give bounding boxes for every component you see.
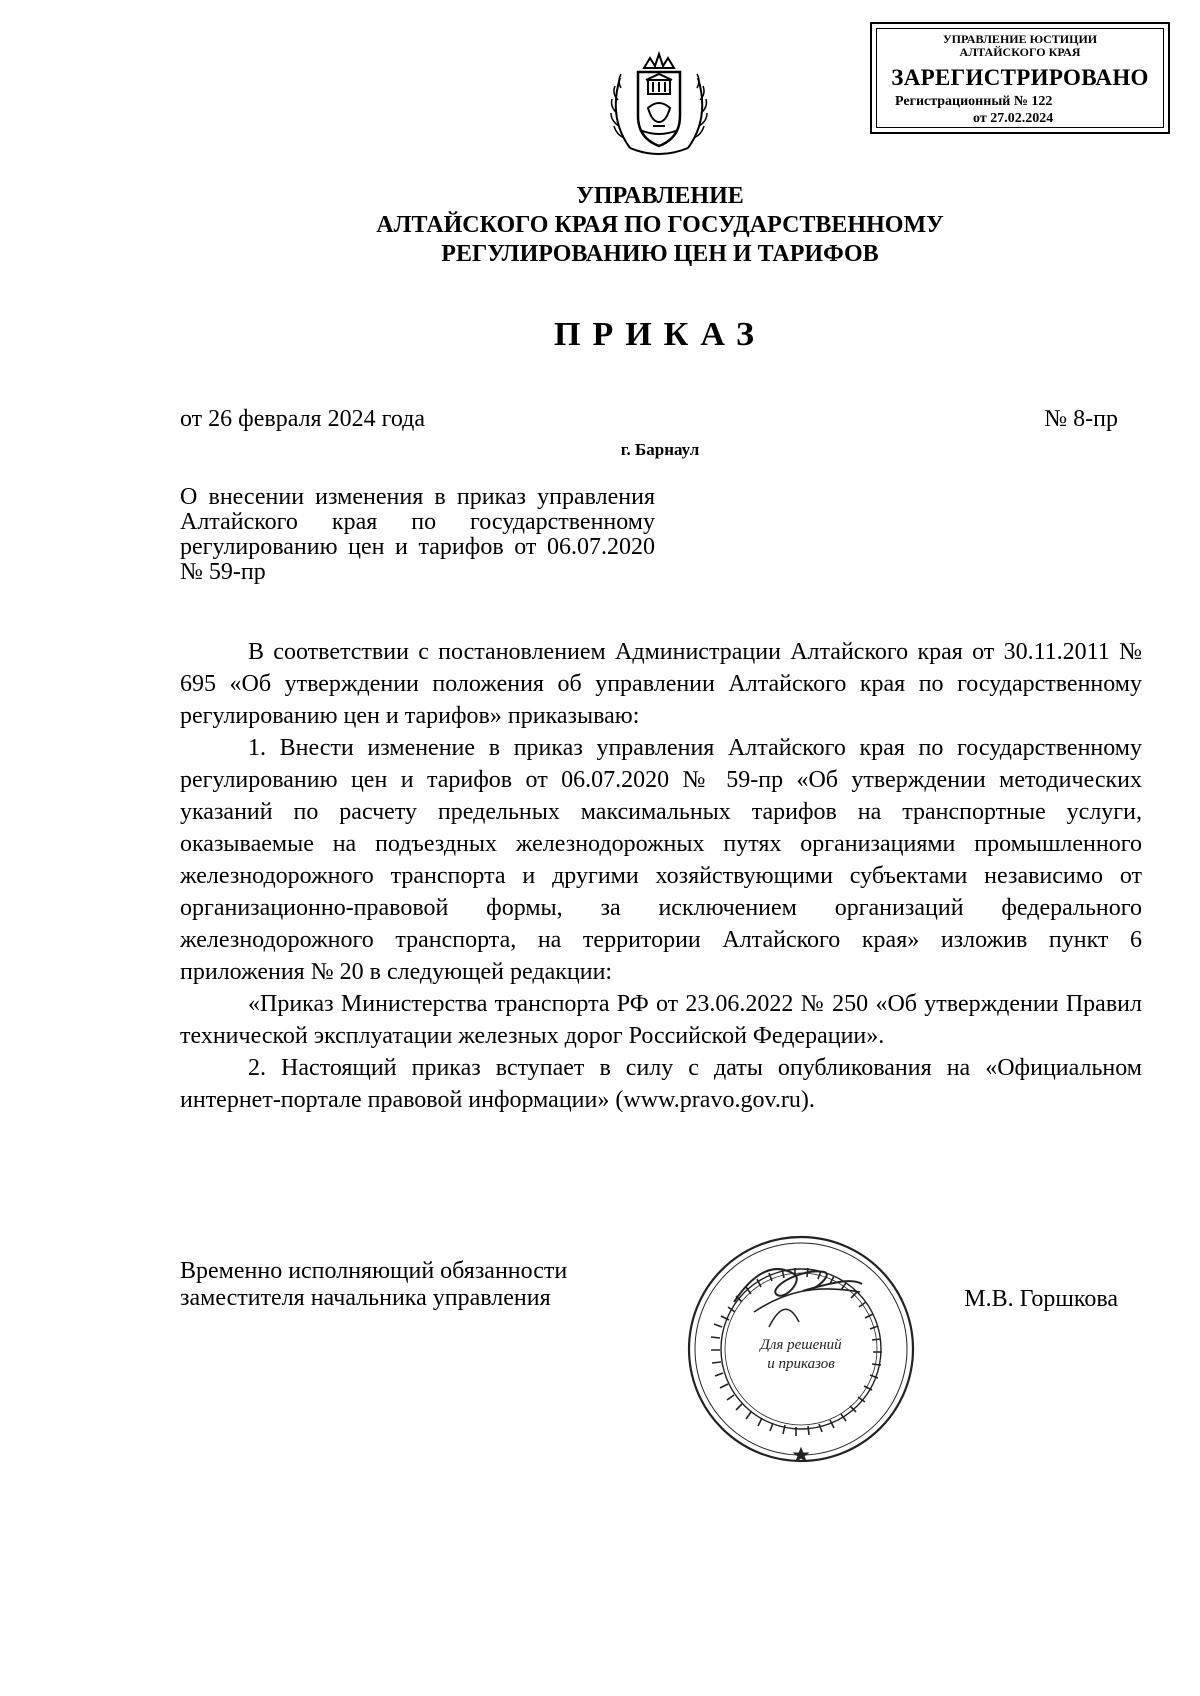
registration-stamp-line2: АЛТАЙСКОГО КРАЯ xyxy=(959,45,1081,59)
signer-position-line2: заместителя начальника управления xyxy=(180,1285,551,1311)
registration-stamp-line1: УПРАВЛЕНИЕ ЮСТИЦИИ xyxy=(942,32,1098,46)
signer-position xyxy=(180,1258,567,1312)
organization-line1: УПРАВЛЕНИЕ xyxy=(576,183,744,209)
registration-status: ЗАРЕГИСТРИРОВАНО xyxy=(891,65,1149,90)
registration-stamp xyxy=(870,22,1170,134)
body-paragraph-item-1: 1. Внести изменение в приказ управления Алтайского края по государственному регулированию цен и тарифов от 06.07.2020 № 59-пр «Об утверждении методических указаний по расчету предельных максимальных тарифов на транспортные услуги, оказываемые на подъездных железнодорожных путях организациями промышленного железнодорожного транспорта и другими хозяйствующими субъектами независимо от организационно-правовой формы, за исключением организаций федерального железнодорожного транспорта, на территории Алтайского края» изложив пункт 6 приложения № 20 в следующей редакции: xyxy=(180,735,1142,985)
registration-date: от 27.02.2024 xyxy=(973,111,1054,126)
seal-center-line1: Для решений xyxy=(760,1337,842,1353)
body-paragraph-item-2: 2. Настоящий приказ вступает в силу с даты опубликования на «Официальном интернет-портале правовой информации» (www.pravo.gov.ru). xyxy=(180,1055,1142,1113)
registration-number: Регистрационный № 122 xyxy=(895,94,1053,109)
document-date: от 26 февраля 2024 года xyxy=(180,406,426,432)
document-city: г. Барнаул xyxy=(620,440,700,459)
signer-name: М.В. Горшкова xyxy=(964,1286,1118,1312)
round-official-seal-icon xyxy=(684,1232,918,1466)
organization-line3: РЕГУЛИРОВАНИЮ ЦЕН И ТАРИФОВ xyxy=(441,241,879,267)
altai-krai-coat-of-arms-icon xyxy=(600,48,718,166)
seal-center-line2: и приказов xyxy=(767,1356,835,1372)
body-paragraph-quote: «Приказ Министерства транспорта РФ от 23.06.2022 № 250 «Об утверждении Правил технической эксплуатации железных дорог Российской Федерации». xyxy=(180,991,1142,1049)
registration-stamp-inner xyxy=(876,28,1164,128)
organization-name xyxy=(0,182,1200,269)
signer-position-line1: Временно исполняющий обязанности xyxy=(180,1258,568,1284)
document-subject: О внесении изменения в приказ управления Алтайского края по государственному регулированию цен и тарифов от 06.07.2020 № 59-пр xyxy=(180,484,655,585)
document-title: ПРИКАЗ xyxy=(554,316,766,353)
document-number: № 8-пр xyxy=(1044,406,1118,432)
document-body xyxy=(180,636,1142,1116)
organization-line2: АЛТАЙСКОГО КРАЯ ПО ГОСУДАРСТВЕННОМУ xyxy=(376,212,944,238)
body-paragraph-preamble: В соответствии с постановлением Администрации Алтайского края от 30.11.2011 № 695 «Об утверждении положения об управлении Алтайского края по государственному регулированию цен и тарифов» приказываю: xyxy=(180,639,1142,729)
